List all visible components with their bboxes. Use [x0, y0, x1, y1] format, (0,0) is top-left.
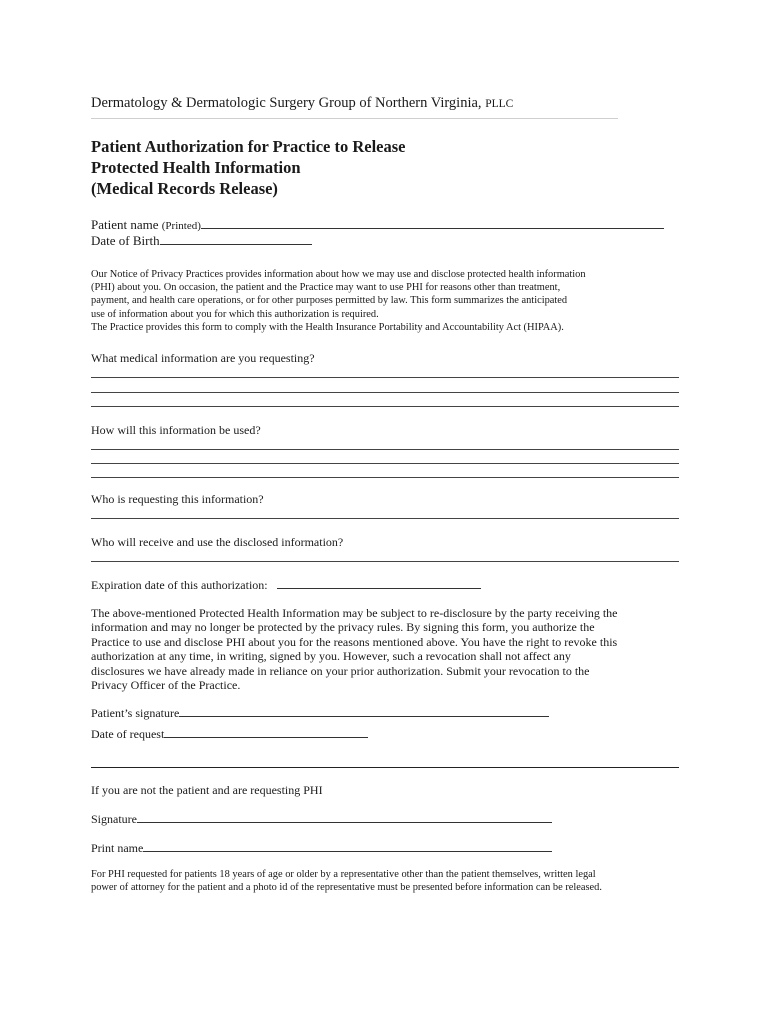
form-title-line-2: Protected Health Information: [91, 158, 301, 177]
requester-question: Who is requesting this information?: [91, 492, 264, 506]
footnote-line: power of attorney for the patient and a photo id of the representative must be presented before information can be released.: [91, 881, 602, 893]
expiration-row: [91, 577, 481, 593]
expiration-field[interactable]: [277, 577, 481, 589]
usage-question: How will this information be used?: [91, 423, 261, 437]
form-title-line-3: (Medical Records Release): [91, 179, 278, 198]
representative-heading: If you are not the patient and are requesting PHI: [91, 783, 323, 797]
representative-signature-field[interactable]: [137, 811, 552, 823]
date-of-request-row: [91, 726, 368, 742]
patient-name-row: [91, 217, 664, 233]
requester-answer-line[interactable]: [91, 518, 679, 519]
header-divider: [91, 118, 618, 119]
disclosure-line: disclosures we have already made in reliance on your prior authorization. Submit your revocation to the: [91, 663, 590, 678]
privacy-notice-line: (PHI) about you. On occasion, the patient and the Practice may want to use PHI for reasons other than treatment,: [91, 282, 561, 294]
date-of-request-label: Date of request: [91, 727, 165, 741]
dob-label: Date of Birth: [91, 233, 160, 248]
usage-answer-line-2[interactable]: [91, 463, 679, 464]
dob-row: [91, 233, 312, 249]
privacy-notice-line: Our Notice of Privacy Practices provides information about how we may use and disclose protected health information: [91, 269, 586, 280]
disclosure-line: The above-mentioned Protected Health Information may be subject to re-disclosure by the party receiving the: [91, 606, 618, 620]
privacy-notice: [91, 268, 691, 334]
medical-info-answer-line-1[interactable]: [91, 377, 679, 378]
medical-info-answer-line-3[interactable]: [91, 406, 679, 407]
representative-print-name-field[interactable]: [143, 840, 552, 852]
medical-info-question: What medical information are you requesting?: [91, 351, 315, 365]
privacy-notice-line: payment, and health care operations, or for other purposes permitted by law. This form summarizes the anticipated: [91, 295, 568, 307]
section-divider: [91, 767, 679, 768]
expiration-label: Expiration date of this authorization:: [91, 578, 268, 592]
representative-print-name-label: Print name: [91, 841, 144, 855]
dob-field[interactable]: [160, 233, 312, 245]
patient-name-field[interactable]: [201, 217, 664, 229]
patient-name-printed-note: (Printed): [161, 220, 201, 232]
disclosure-line: information and may no longer be protected by the privacy rules. By signing this form, you authorize the: [91, 620, 595, 635]
representative-signature-label: Signature: [91, 812, 137, 826]
usage-answer-line-3[interactable]: [91, 477, 679, 478]
privacy-notice-line: use of information about you for which this authorization is required.: [91, 308, 379, 320]
footnote-line: For PHI requested for patients 18 years of age or older by a representative other than the patient themselves, written legal: [91, 869, 596, 880]
date-of-request-field[interactable]: [164, 726, 368, 738]
form-title-line-1: Patient Authorization for Practice to Release: [91, 137, 406, 156]
form-title: [91, 136, 405, 199]
medical-info-answer-line-2[interactable]: [91, 392, 679, 393]
disclosure-paragraph: [91, 606, 691, 692]
patient-name-label: Patient name: [91, 217, 159, 232]
representative-signature-row: [91, 811, 552, 827]
privacy-notice-line: The Practice provides this form to comply with the Health Insurance Portability and Accountability Act (HIPAA).: [91, 321, 564, 333]
disclosure-line: authorization at any time, in writing, signed by you. However, such a revocation shall not affect any: [91, 649, 571, 664]
representative-print-name-row: [91, 840, 552, 856]
receiver-question: Who will receive and use the disclosed information?: [91, 535, 344, 549]
practice-suffix: PLLC: [485, 98, 514, 110]
disclosure-line: Practice to use and disclose PHI about you for the reasons mentioned above. You have the right to revoke this: [91, 634, 618, 649]
receiver-answer-line[interactable]: [91, 561, 679, 562]
patient-signature-row: [91, 705, 549, 721]
representative-footnote: [91, 869, 691, 895]
usage-answer-line-1[interactable]: [91, 449, 679, 450]
practice-name: Dermatology & Dermatologic Surgery Group of Northern Virginia, PLLC: [91, 95, 514, 111]
patient-signature-field[interactable]: [179, 705, 549, 717]
patient-signature-label: Patient’s signature: [91, 706, 180, 720]
disclosure-line: Privacy Officer of the Practice.: [91, 678, 241, 693]
